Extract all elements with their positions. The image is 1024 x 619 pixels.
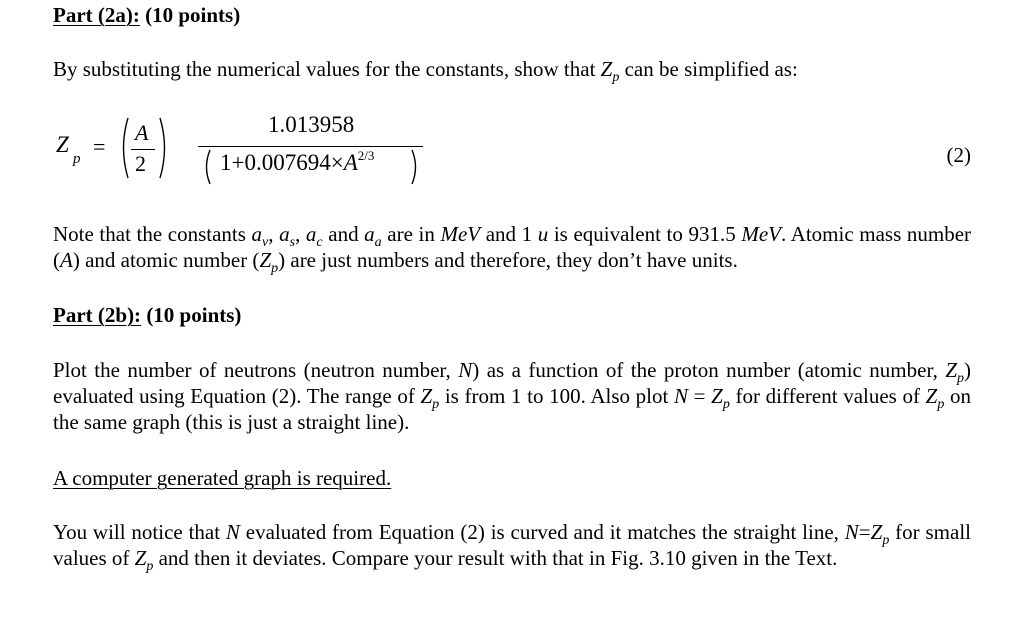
frac-numerator: A	[135, 120, 149, 145]
var-z: Z	[870, 520, 883, 544]
required-note	[53, 465, 971, 491]
note-paragraph	[53, 221, 972, 276]
instr-text: ) evaluated using Equation (2). The range of	[53, 358, 971, 408]
eq-lhs-sub: p	[73, 151, 81, 167]
var-z: Z	[134, 546, 147, 570]
note-text: is equivalent to 931.5	[548, 222, 742, 246]
intro-paragraph	[53, 56, 971, 85]
equation-number: (2)	[946, 143, 971, 167]
note-text: and 1	[480, 222, 538, 246]
var-z: Z	[711, 384, 723, 408]
required-text: A computer generated graph is required.	[53, 466, 392, 490]
var-z-sub: p	[432, 397, 440, 412]
a-a: a	[364, 222, 375, 246]
instr-text: is from 1 to 100. Also plot	[439, 384, 674, 408]
frac-denominator: 2	[135, 151, 146, 176]
equals-sign: =	[688, 384, 712, 408]
main-fraction-bar	[198, 146, 423, 147]
note-text: . Atomic mass number (	[53, 222, 972, 272]
sub-a: a	[374, 235, 382, 250]
notice-paragraph	[53, 519, 971, 574]
instr-text: for different values of	[729, 384, 926, 408]
var-a: A	[60, 248, 73, 272]
plot-instructions	[53, 357, 971, 435]
part-2a-label: Part (2a):	[53, 3, 140, 27]
note-text: Note that the constants	[53, 222, 252, 246]
left-paren-outer	[117, 116, 131, 180]
eq-lhs: Z	[56, 132, 69, 157]
eq-equals: =	[93, 134, 106, 159]
notice-text: evaluated from Equation (2) is curved and it matches the straight line,	[239, 520, 845, 544]
var-z-sub: p	[146, 559, 154, 574]
var-n: N	[458, 358, 473, 382]
unit-mev: MeV	[741, 222, 781, 246]
part-2b-heading	[53, 302, 971, 328]
part-2b-label: Part (2b):	[53, 303, 142, 327]
instr-text: ) as a function of the proton number (atomic number,	[472, 358, 946, 382]
sub-s: s	[289, 235, 296, 250]
right-paren-outer	[157, 116, 171, 180]
den-expr: 1+0.007694×	[220, 150, 344, 175]
den-exponent: 2/3	[357, 148, 375, 163]
sub-v: v	[262, 235, 269, 250]
intro-text: By substituting the numerical values for the constants, show that	[53, 57, 601, 81]
var-n: N	[225, 520, 240, 544]
notice-text: You will notice that	[53, 520, 226, 544]
var-z-sub: p	[937, 397, 945, 412]
notice-text: for small values of	[53, 520, 971, 570]
unit-u: u	[537, 222, 549, 246]
a-c: a	[305, 222, 317, 246]
var-n: N	[673, 384, 688, 408]
instr-text: on the same graph (this is just a straight line).	[53, 384, 971, 434]
note-text: ) and atomic number (	[72, 248, 260, 272]
instr-text: Plot the number of neutrons (neutron number,	[53, 358, 459, 382]
var-z-sub: p	[957, 371, 964, 386]
sub-c: c	[316, 235, 323, 250]
note-text: ) are just numbers and therefore, they don’t have units.	[278, 248, 738, 272]
var-n: N	[844, 520, 859, 544]
eq-numerator: 1.013958	[268, 112, 355, 137]
a-v: a	[251, 222, 263, 246]
sep: ,	[268, 222, 280, 246]
var-z: Z	[945, 358, 957, 382]
part-2a-heading	[53, 2, 971, 28]
intro-text-end: can be simplified as:	[619, 57, 798, 81]
part-2a-points: (10 points)	[145, 3, 241, 27]
frac-bar	[131, 149, 155, 150]
unit-mev: MeV	[440, 222, 481, 246]
a-s: a	[279, 222, 290, 246]
den-var: A	[343, 150, 358, 175]
sep: ,	[295, 222, 306, 246]
var-z-sub: p	[722, 397, 730, 412]
var-z-sub: p	[271, 261, 279, 276]
right-paren-den	[409, 148, 421, 186]
var-z: Z	[259, 248, 272, 272]
notice-text: and then it deviates. Compare your result with that in Fig. 3.10 given in the Text.	[153, 546, 838, 570]
left-paren-den	[201, 148, 213, 186]
equation-2	[53, 110, 971, 190]
part-2b-points: (10 points)	[146, 303, 242, 327]
var-z-sub: p	[882, 533, 890, 548]
var-z: Z	[925, 384, 938, 408]
var-z: Z	[420, 384, 433, 408]
eq-denominator	[220, 150, 374, 176]
zp-sub: p	[612, 70, 620, 85]
note-text: are in	[381, 222, 441, 246]
and-text: and	[322, 222, 365, 246]
zp-var: Z	[600, 57, 613, 81]
equals-sign: =	[858, 520, 871, 544]
